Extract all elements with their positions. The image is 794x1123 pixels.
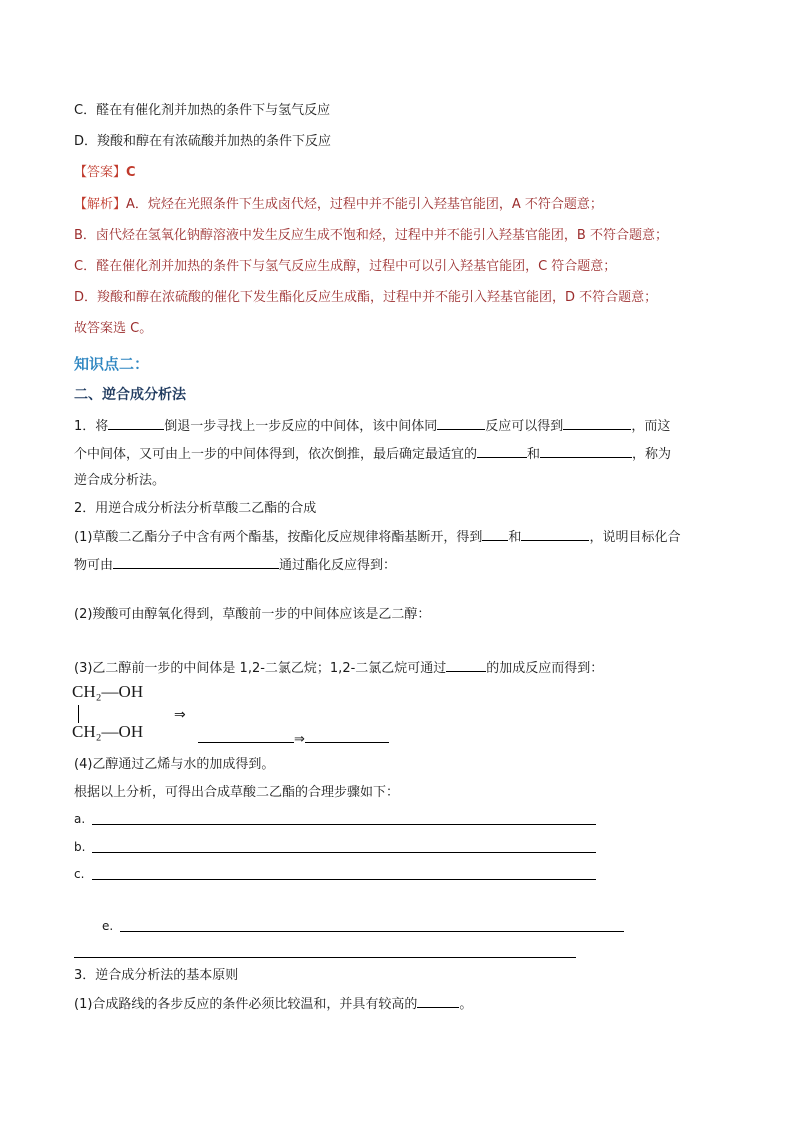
p3-s1: (1)合成路线的各步反应的条件必须比较温和，并具有较高的 。 [74,997,473,1012]
step-a-blank[interactable] [92,824,596,825]
blank[interactable] [108,417,164,430]
blank[interactable] [521,528,589,541]
formula-top: CH₂—OH [72,682,144,701]
analysis-b: B．卤代烃在氢氧化钠醇溶液中发生反应生成不饱和烃，过程中并不能引入羟基官能团，B 不符合题意； [74,228,668,243]
analysis-label: 【解析】 [74,197,127,212]
step-b-label: b. [74,840,86,854]
option-c: C．醛在有催化剂并加热的条件下与氢气反应 [74,103,331,118]
step-b-blank[interactable] [92,852,596,853]
p3-title: 3．逆合成分析法的基本原则 [74,968,239,983]
p2-s4: (4)乙醇通过乙烯与水的加成得到。 [74,757,275,772]
arrow-1: ⇒ [174,707,186,723]
blank[interactable] [198,730,294,743]
step-e-blank[interactable] [120,931,624,932]
blank[interactable] [563,417,631,430]
blank[interactable] [482,528,508,541]
blank[interactable] [305,730,389,743]
analysis-a: 【解析】A．烷烃在光照条件下生成卤代烃，过程中并不能引入羟基官能团，A 不符合题意； [74,197,603,212]
formula-blanks: ⇒ [198,730,389,749]
p2-summary: 根据以上分析，可得出合成草酸二乙酯的合理步骤如下： [74,785,400,800]
step-e-label: e. [102,919,114,933]
option-d: D．羧酸和醇在有浓硫酸并加热的条件下反应 [74,134,332,149]
blank[interactable] [477,445,527,458]
step-c-blank[interactable] [92,879,596,880]
p2-title: 2．用逆合成分析法分析草酸二乙酯的合成 [74,501,317,516]
blank[interactable] [446,659,486,672]
blank[interactable] [417,995,459,1008]
analysis-conclusion: 故答案选 C。 [74,321,153,336]
step-c-label: c. [74,867,85,881]
p1-line2: 个中间体，又可由上一步的中间体得到，依次倒推，最后确定最适宜的 和 ，称为 [74,447,672,462]
blank[interactable] [437,417,485,430]
p1-line3: 逆合成分析法。 [74,473,166,488]
blank[interactable] [540,445,632,458]
answer-value: C [126,165,136,180]
blank[interactable] [113,556,279,569]
analysis-c: C．醛在催化剂并加热的条件下与氢气反应生成醇，过程中可以引入羟基官能团，C 符合题意； [74,259,617,274]
step-a-label: a. [74,812,86,826]
answer-label: 【答案】 [74,165,127,180]
formula-bond [78,705,79,723]
p2-s1-line1: (1)草酸二乙酯分子中含有两个酯基，按酯化反应规律将酯基断开，得到 和 ，说明目标化合 [74,530,681,545]
formula-bottom: CH₂—OH [72,722,144,741]
step-e-continuation[interactable] [74,957,576,958]
p2-s1-line2: 物可由 通过酯化反应得到： [74,558,397,573]
section-title: 二、逆合成分析法 [74,387,186,403]
section-heading: 知识点二： [74,355,150,373]
answer-line [74,164,136,182]
p1-line1: 1．将 倒退一步寻找上一步反应的中间体，该中间体同 反应可以得到 ，而这 [74,419,671,434]
analysis-d: D．羧酸和醇在浓硫酸的催化下发生酯化反应生成酯，过程中并不能引入羟基官能团，D 不符合题意； [74,290,658,305]
p2-s3: (3)乙二醇前一步的中间体是 1,2-二氯乙烷；1,2-二氯乙烷可通过 的加成反应而得到： [74,661,604,676]
p2-s2: (2)羧酸可由醇氧化得到，草酸前一步的中间体应该是乙二醇： [74,607,431,622]
